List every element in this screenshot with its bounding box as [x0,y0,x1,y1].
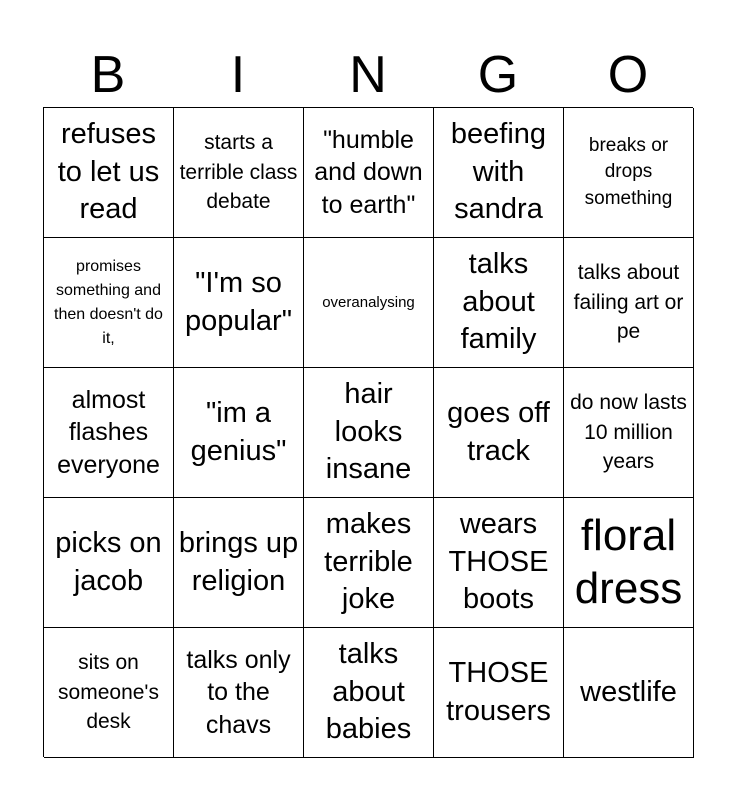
bingo-cell[interactable]: floral dress [564,498,694,628]
bingo-cell[interactable]: talks about family [434,238,564,368]
bingo-cell[interactable]: wears THOSE boots [434,498,564,628]
bingo-cell[interactable]: "im a genius" [174,368,304,498]
header-letter-g: G [477,46,519,104]
bingo-cell[interactable]: starts a terrible class debate [174,108,304,238]
bingo-cell[interactable]: beefing with sandra [434,108,564,238]
header-letter-b: B [90,46,126,104]
bingo-cell[interactable]: hair looks insane [304,368,434,498]
bingo-cell[interactable]: "I'm so popular" [174,238,304,368]
bingo-cell[interactable]: talks only to the chavs [174,628,304,758]
bingo-cell[interactable]: refuses to let us read [44,108,174,238]
bingo-cell[interactable]: talks about babies [304,628,434,758]
bingo-cell[interactable]: picks on jacob [44,498,174,628]
bingo-cell[interactable]: "humble and down to earth" [304,108,434,238]
bingo-cell[interactable]: overanalysing [304,238,434,368]
bingo-cell[interactable]: goes off track [434,368,564,498]
bingo-cell[interactable]: talks about failing art or pe [564,238,694,368]
bingo-cell[interactable]: promises something and then doesn't do it, [44,238,174,368]
bingo-grid [43,107,693,757]
bingo-cell[interactable]: breaks or drops something [564,108,694,238]
bingo-cell[interactable]: almost flashes everyone [44,368,174,498]
header-letter-o: O [607,46,649,104]
header-letter-i: I [230,46,246,104]
bingo-cell[interactable]: do now lasts 10 million years [564,368,694,498]
bingo-cell[interactable]: brings up religion [174,498,304,628]
bingo-cell[interactable]: THOSE trousers [434,628,564,758]
bingo-cell[interactable]: westlife [564,628,694,758]
header-letter-n: N [349,46,387,104]
bingo-cell[interactable]: sits on someone's desk [44,628,174,758]
bingo-header [43,44,693,106]
bingo-cell[interactable]: makes terrible joke [304,498,434,628]
